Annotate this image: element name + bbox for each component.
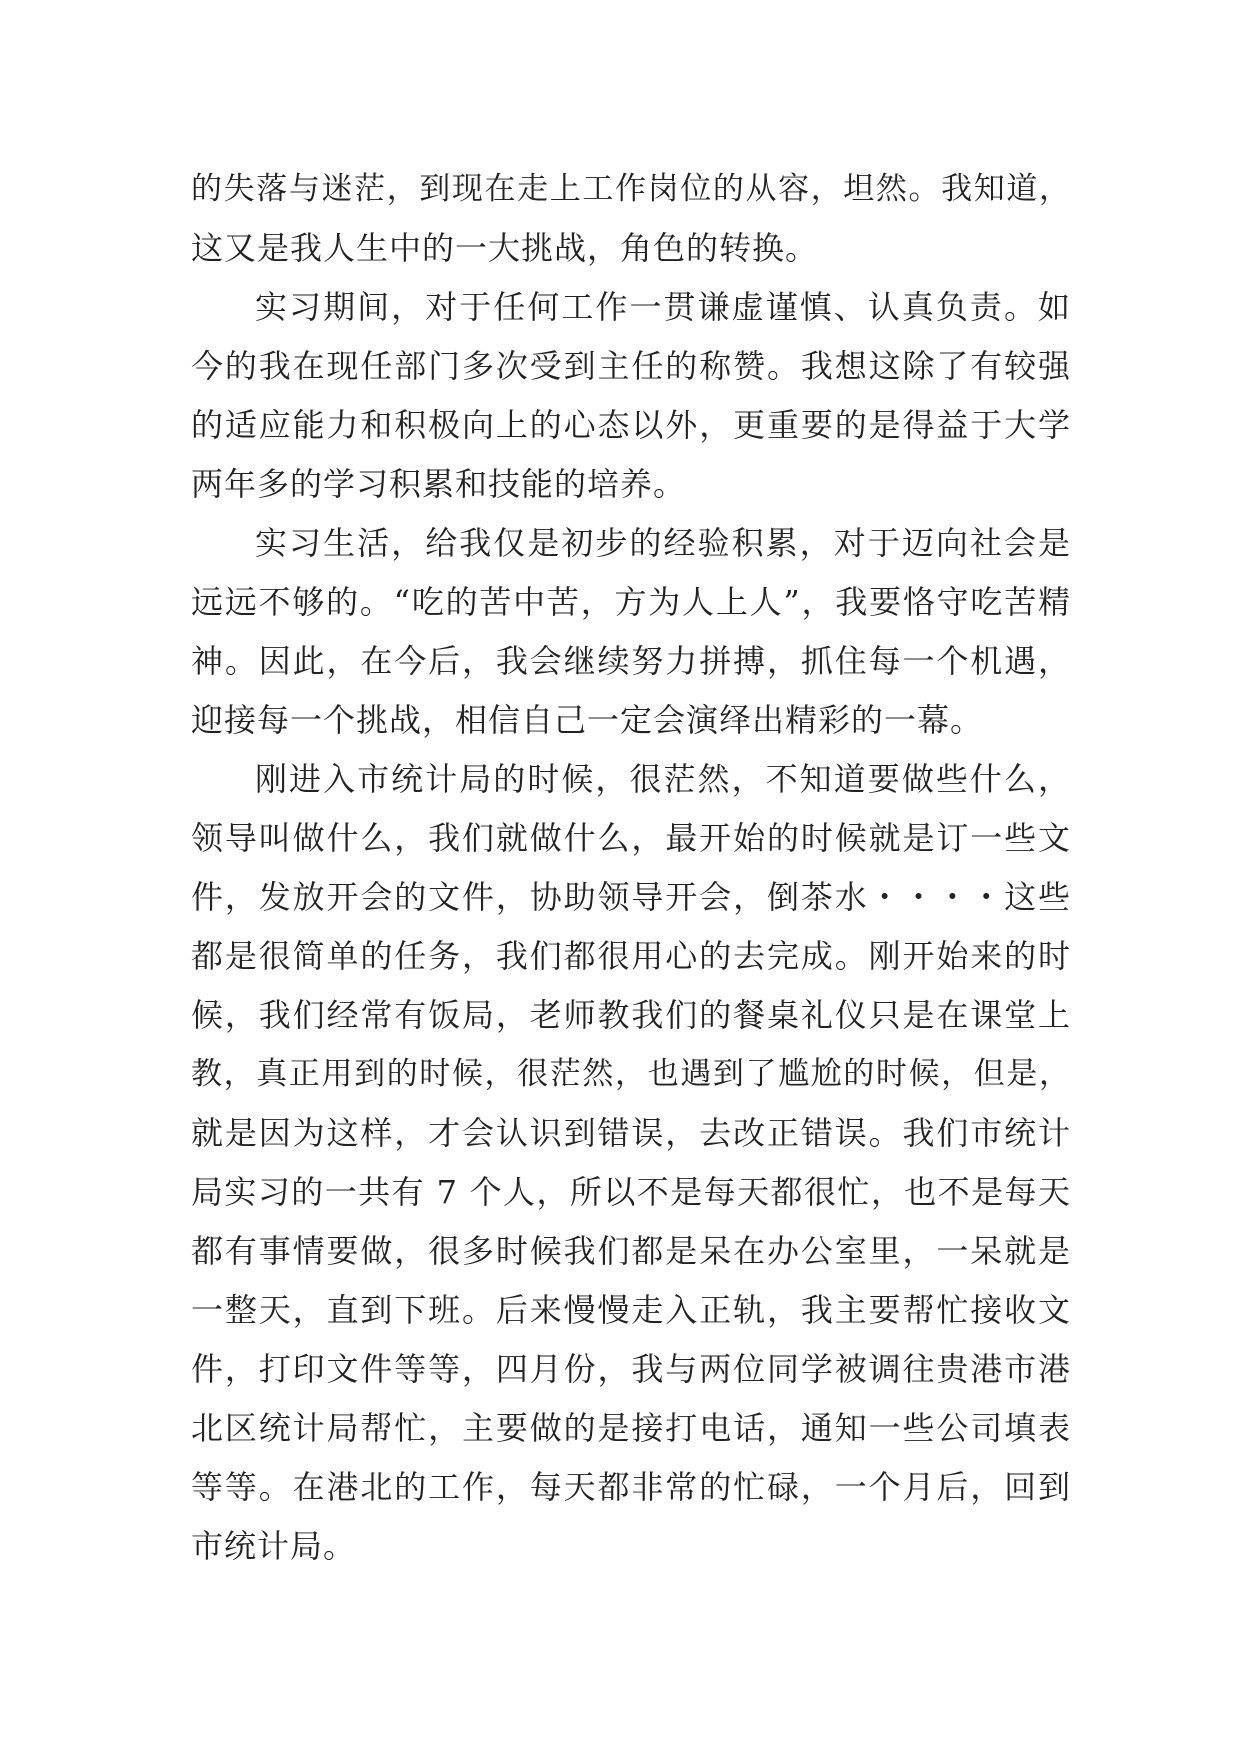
text-line: 件，发放开会的文件，协助领导开会，倒茶水・・・・这些	[191, 878, 1071, 916]
document-body	[191, 160, 1071, 1576]
text-line: 迎接每一个挑战，相信自己一定会演绎出精彩的一幕。	[191, 701, 984, 739]
text-line: 今的我在现任部门多次受到主任的称赞。我想这除了有较强	[191, 347, 1071, 385]
text-line: 两年多的学习积累和技能的培养。	[191, 465, 687, 503]
text-line: 这又是我人生中的一大挑战，角色的转换。	[191, 229, 819, 267]
text-line: 北区统计局帮忙，主要做的是接打电话，通知一些公司填表	[191, 1409, 1071, 1447]
text-line: 领导叫做什么，我们就做什么，最开始的时候就是订一些文	[191, 819, 1071, 857]
text-line: 刚进入市统计局的时候，很茫然，不知道要做些什么，	[255, 760, 1071, 798]
text-line: 就是因为这样，才会认识到错误，去改正错误。我们市统计	[191, 1114, 1071, 1152]
text-line: 候，我们经常有饭局，老师教我们的餐桌礼仪只是在课堂上	[191, 996, 1071, 1034]
text-line: 实习生活，给我仅是初步的经验积累，对于迈向社会是	[255, 524, 1071, 562]
text-line: 实习期间，对于任何工作一贯谦虚谨慎、认真负责。如	[255, 288, 1071, 326]
text-line: 件，打印文件等等，四月份，我与两位同学被调往贵港市港	[191, 1350, 1071, 1388]
text-line: 神。因此，在今后，我会继续努力拼搏，抓住每一个机遇，	[191, 642, 1071, 680]
text-line: 一整天，直到下班。后来慢慢走入正轨，我主要帮忙接收文	[191, 1291, 1071, 1329]
text-line: 局实习的一共有 7 个人，所以不是每天都很忙，也不是每天	[191, 1173, 1071, 1211]
text-line: 的失落与迷茫，到现在走上工作岗位的从容，坦然。我知道，	[191, 171, 1071, 207]
text-line: 市统计局。	[191, 1527, 357, 1565]
text-line: 的适应能力和积极向上的心态以外，更重要的是得益于大学	[191, 406, 1071, 444]
text-line: 教，真正用到的时候，很茫然，也遇到了尴尬的时候，但是，	[191, 1056, 1071, 1092]
text-line: 都有事情要做，很多时候我们都是呆在办公室里，一呆就是	[191, 1232, 1071, 1270]
text-line: 等等。在港北的工作，每天都非常的忙碌，一个月后，回到	[191, 1468, 1071, 1506]
text-line: 都是很简单的任务，我们都很用心的去完成。刚开始来的时	[191, 937, 1071, 975]
text-line: 远远不够的。“吃的苦中苦，方为人上人”，我要恪守吃苦精	[191, 583, 1071, 621]
